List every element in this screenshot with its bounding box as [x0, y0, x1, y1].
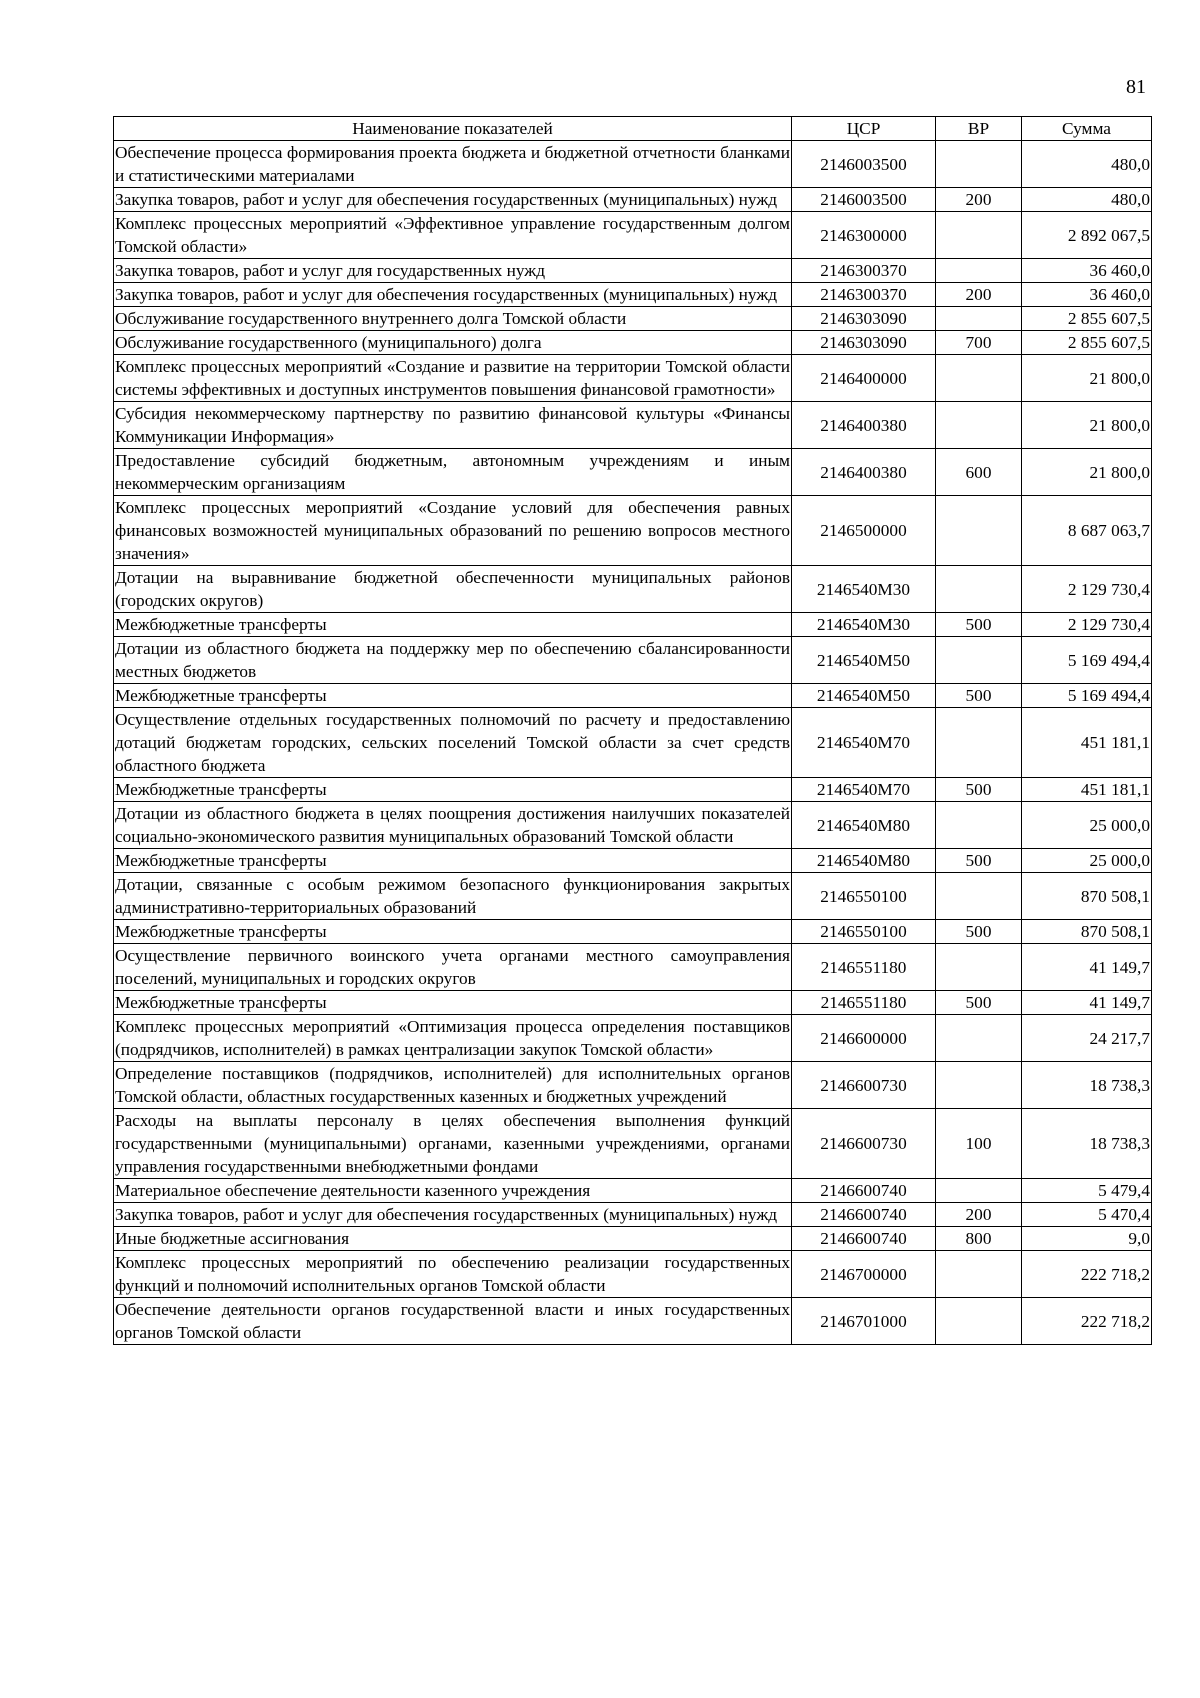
row-vr [936, 355, 1022, 402]
row-sum: 222 718,2 [1022, 1251, 1152, 1298]
row-code: 2146003500 [792, 188, 936, 212]
row-name: Осуществление первичного воинского учета органами местного самоуправления поселений, муниципальных и городских округов [114, 944, 792, 991]
row-vr: 700 [936, 331, 1022, 355]
table-row [114, 991, 1152, 1015]
table-row [114, 566, 1152, 613]
row-name: Межбюджетные трансферты [114, 920, 792, 944]
row-code: 2146540М30 [792, 566, 936, 613]
table-row [114, 684, 1152, 708]
row-vr [936, 1015, 1022, 1062]
row-name: Межбюджетные трансферты [114, 613, 792, 637]
row-code: 2146600740 [792, 1179, 936, 1203]
table-row [114, 802, 1152, 849]
table-row [114, 449, 1152, 496]
row-sum: 18 738,3 [1022, 1062, 1152, 1109]
row-code: 2146400380 [792, 449, 936, 496]
row-vr: 500 [936, 920, 1022, 944]
table-row [114, 920, 1152, 944]
row-vr: 500 [936, 613, 1022, 637]
row-vr: 100 [936, 1109, 1022, 1179]
row-vr [936, 637, 1022, 684]
row-vr [936, 944, 1022, 991]
row-vr [936, 1251, 1022, 1298]
table-body [114, 141, 1152, 1345]
table-row [114, 613, 1152, 637]
table-row [114, 1298, 1152, 1345]
table-row [114, 1251, 1152, 1298]
table-row [114, 402, 1152, 449]
row-code: 2146600730 [792, 1062, 936, 1109]
row-code: 2146540М30 [792, 613, 936, 637]
row-sum: 36 460,0 [1022, 259, 1152, 283]
row-vr [936, 402, 1022, 449]
row-name: Обслуживание государственного (муниципального) долга [114, 331, 792, 355]
table-header-row [114, 117, 1152, 141]
row-name: Межбюджетные трансферты [114, 684, 792, 708]
row-vr: 800 [936, 1227, 1022, 1251]
row-code: 2146300370 [792, 259, 936, 283]
row-sum: 2 855 607,5 [1022, 307, 1152, 331]
row-name: Предоставление субсидий бюджетным, автономным учреждениям и иным некоммерческим организациям [114, 449, 792, 496]
row-sum: 2 129 730,4 [1022, 613, 1152, 637]
header-vr: ВР [936, 117, 1022, 141]
row-sum: 222 718,2 [1022, 1298, 1152, 1345]
table-row [114, 708, 1152, 778]
row-name: Иные бюджетные ассигнования [114, 1227, 792, 1251]
row-name: Дотации, связанные с особым режимом безопасного функционирования закрытых административно-территориальных образований [114, 873, 792, 920]
row-sum: 2 129 730,4 [1022, 566, 1152, 613]
row-code: 2146303090 [792, 331, 936, 355]
header-name: Наименование показателей [114, 117, 792, 141]
row-sum: 2 855 607,5 [1022, 331, 1152, 355]
row-vr [936, 566, 1022, 613]
table-row [114, 1062, 1152, 1109]
row-name: Комплекс процессных мероприятий «Создание условий для обеспечения равных финансовых возможностей муниципальных образований по решению вопросов местного значения» [114, 496, 792, 566]
row-vr: 500 [936, 849, 1022, 873]
row-code: 2146701000 [792, 1298, 936, 1345]
row-sum: 41 149,7 [1022, 944, 1152, 991]
row-name: Закупка товаров, работ и услуг для обеспечения государственных (муниципальных) нужд [114, 283, 792, 307]
row-code: 2146550100 [792, 873, 936, 920]
row-code: 2146600000 [792, 1015, 936, 1062]
row-sum: 5 470,4 [1022, 1203, 1152, 1227]
row-sum: 25 000,0 [1022, 849, 1152, 873]
row-name: Материальное обеспечение деятельности казенного учреждения [114, 1179, 792, 1203]
row-code: 2146550100 [792, 920, 936, 944]
table-row [114, 307, 1152, 331]
row-vr [936, 1298, 1022, 1345]
row-code: 2146400380 [792, 402, 936, 449]
row-name: Обеспечение деятельности органов государственной власти и иных государственных органов Томской области [114, 1298, 792, 1345]
row-sum: 8 687 063,7 [1022, 496, 1152, 566]
table-row [114, 283, 1152, 307]
row-sum: 36 460,0 [1022, 283, 1152, 307]
table-row [114, 331, 1152, 355]
row-code: 2146540М70 [792, 708, 936, 778]
row-sum: 480,0 [1022, 188, 1152, 212]
row-sum: 21 800,0 [1022, 355, 1152, 402]
row-vr: 500 [936, 684, 1022, 708]
row-code: 2146540М80 [792, 802, 936, 849]
table-row [114, 1227, 1152, 1251]
row-sum: 9,0 [1022, 1227, 1152, 1251]
row-code: 2146600740 [792, 1227, 936, 1251]
row-name: Расходы на выплаты персоналу в целях обеспечения выполнения функций государственными (муниципальными) органами, казенными учреждениями, органами управления государственными внебюджетными фондами [114, 1109, 792, 1179]
row-name: Закупка товаров, работ и услуг для обеспечения государственных (муниципальных) нужд [114, 188, 792, 212]
row-vr: 200 [936, 1203, 1022, 1227]
row-code: 2146540М70 [792, 778, 936, 802]
row-vr [936, 873, 1022, 920]
row-vr [936, 1179, 1022, 1203]
row-vr [936, 307, 1022, 331]
row-code: 2146003500 [792, 141, 936, 188]
row-code: 2146600740 [792, 1203, 936, 1227]
row-vr [936, 802, 1022, 849]
row-code: 2146700000 [792, 1251, 936, 1298]
row-name: Обеспечение процесса формирования проекта бюджета и бюджетной отчетности бланками и статистическими материалами [114, 141, 792, 188]
row-sum: 5 169 494,4 [1022, 684, 1152, 708]
row-name: Дотации на выравнивание бюджетной обеспеченности муниципальных районов (городских округов) [114, 566, 792, 613]
row-sum: 870 508,1 [1022, 920, 1152, 944]
table-row [114, 212, 1152, 259]
row-vr: 600 [936, 449, 1022, 496]
row-sum: 41 149,7 [1022, 991, 1152, 1015]
row-sum: 480,0 [1022, 141, 1152, 188]
table-row [114, 188, 1152, 212]
table-row [114, 496, 1152, 566]
row-sum: 5 169 494,4 [1022, 637, 1152, 684]
row-code: 2146600730 [792, 1109, 936, 1179]
row-sum: 2 892 067,5 [1022, 212, 1152, 259]
row-name: Закупка товаров, работ и услуг для обеспечения государственных (муниципальных) нужд [114, 1203, 792, 1227]
row-code: 2146551180 [792, 944, 936, 991]
table-row [114, 1015, 1152, 1062]
row-vr: 500 [936, 991, 1022, 1015]
header-code: ЦСР [792, 117, 936, 141]
table-row [114, 849, 1152, 873]
table-row [114, 259, 1152, 283]
row-code: 2146400000 [792, 355, 936, 402]
budget-table [113, 116, 1152, 1345]
row-name: Комплекс процессных мероприятий «Эффективное управление государственным долгом Томской области» [114, 212, 792, 259]
row-name: Комплекс процессных мероприятий «Оптимизация процесса определения поставщиков (подрядчиков, исполнителей) в рамках централизации закупок Томской области» [114, 1015, 792, 1062]
table-row [114, 1179, 1152, 1203]
row-vr [936, 141, 1022, 188]
row-sum: 18 738,3 [1022, 1109, 1152, 1179]
row-sum: 451 181,1 [1022, 778, 1152, 802]
row-name: Закупка товаров, работ и услуг для государственных нужд [114, 259, 792, 283]
row-sum: 21 800,0 [1022, 449, 1152, 496]
row-code: 2146540М50 [792, 637, 936, 684]
row-sum: 870 508,1 [1022, 873, 1152, 920]
row-vr [936, 212, 1022, 259]
row-code: 2146300370 [792, 283, 936, 307]
header-sum: Сумма [1022, 117, 1152, 141]
row-sum: 25 000,0 [1022, 802, 1152, 849]
table-row [114, 141, 1152, 188]
row-name: Комплекс процессных мероприятий «Создание и развитие на территории Томской области системы эффективных и доступных инструментов повышения финансовой грамотности» [114, 355, 792, 402]
row-sum: 451 181,1 [1022, 708, 1152, 778]
row-name: Дотации из областного бюджета на поддержку мер по обеспечению сбалансированности местных бюджетов [114, 637, 792, 684]
row-vr: 200 [936, 283, 1022, 307]
row-name: Дотации из областного бюджета в целях поощрения достижения наилучших показателей социально-экономического развития муниципальных образований Томской области [114, 802, 792, 849]
row-name: Межбюджетные трансферты [114, 991, 792, 1015]
row-code: 2146500000 [792, 496, 936, 566]
table-row [114, 1109, 1152, 1179]
row-vr [936, 259, 1022, 283]
row-code: 2146551180 [792, 991, 936, 1015]
row-vr [936, 496, 1022, 566]
row-code: 2146300000 [792, 212, 936, 259]
row-vr [936, 708, 1022, 778]
row-vr [936, 1062, 1022, 1109]
row-name: Субсидия некоммерческому партнерству по развитию финансовой культуры «Финансы Коммуникации Информация» [114, 402, 792, 449]
row-name: Обслуживание государственного внутреннего долга Томской области [114, 307, 792, 331]
row-sum: 21 800,0 [1022, 402, 1152, 449]
row-code: 2146540М80 [792, 849, 936, 873]
table-row [114, 637, 1152, 684]
row-sum: 5 479,4 [1022, 1179, 1152, 1203]
table-row [114, 944, 1152, 991]
table-row [114, 873, 1152, 920]
row-name: Осуществление отдельных государственных полномочий по расчету и предоставлению дотаций бюджетам городских, сельских поселений Томской области за счет средств областного бюджета [114, 708, 792, 778]
page-number: 81 [1126, 76, 1146, 98]
row-name: Межбюджетные трансферты [114, 778, 792, 802]
row-name: Межбюджетные трансферты [114, 849, 792, 873]
row-vr: 500 [936, 778, 1022, 802]
table-row [114, 355, 1152, 402]
row-code: 2146303090 [792, 307, 936, 331]
table-row [114, 778, 1152, 802]
table-row [114, 1203, 1152, 1227]
row-sum: 24 217,7 [1022, 1015, 1152, 1062]
row-code: 2146540М50 [792, 684, 936, 708]
row-name: Определение поставщиков (подрядчиков, исполнителей) для исполнительных органов Томской области, областных государственных казенных и бюджетных учреждений [114, 1062, 792, 1109]
row-name: Комплекс процессных мероприятий по обеспечению реализации государственных функций и полномочий исполнительных органов Томской области [114, 1251, 792, 1298]
row-vr: 200 [936, 188, 1022, 212]
